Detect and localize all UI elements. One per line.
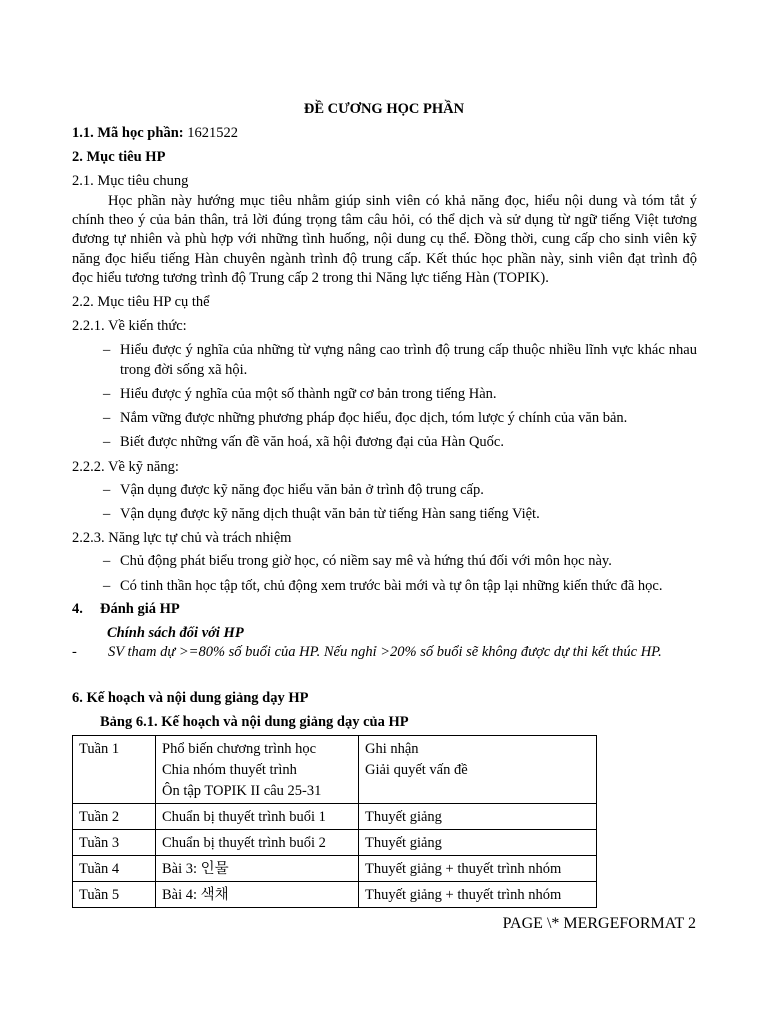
content-line: Ôn tập TOPIK II câu 25-31 <box>162 783 322 799</box>
policy-text: SV tham dự >=80% số buổi của HP. Nếu nghỉ >20% số buổi sẽ không được dự thi kết thúc HP. <box>108 644 662 660</box>
knowledge-item <box>103 409 697 429</box>
week-label: Tuần 5 <box>79 887 120 903</box>
knowledge-item-text: Hiểu được ý nghĩa của một số thành ngữ cơ bản trong tiếng Hàn. <box>120 386 497 402</box>
method-line: Thuyết giảng <box>365 835 442 851</box>
table-row <box>73 736 597 804</box>
teaching-plan-table <box>72 735 597 908</box>
method-cell <box>359 736 597 804</box>
method-cell <box>359 856 597 882</box>
week-cell <box>73 736 156 804</box>
week-cell <box>73 882 156 908</box>
content-cell <box>156 736 359 804</box>
week-label: Tuần 1 <box>79 741 120 757</box>
course-code-line <box>72 124 238 142</box>
method-cell <box>359 830 597 856</box>
knowledge-item-text: Hiểu được ý nghĩa của những từ vựng nâng cao trình độ trung cấp thuộc nhiều lĩnh vực khác nhau trong đời sống xã hội. <box>120 342 697 378</box>
teaching-plan-table-body <box>73 736 597 908</box>
method-cell <box>359 882 597 908</box>
section-2-heading: 2. Mục tiêu HP <box>72 149 166 165</box>
knowledge-item <box>103 385 697 405</box>
week-label: Tuần 2 <box>79 809 120 825</box>
table-row <box>73 856 597 882</box>
bullet-dash: – <box>103 482 111 498</box>
table-caption: Bảng 6.1. Kế hoạch và nội dung giảng dạy của HP <box>100 714 409 730</box>
section-4-heading: Đánh giá HP <box>100 601 180 617</box>
page-footer-field: PAGE \* MERGEFORMAT 2 <box>502 915 696 932</box>
content-cell <box>156 882 359 908</box>
policy-heading: Chính sách đối với HP <box>107 625 244 641</box>
method-line: Thuyết giảng + thuyết trình nhóm <box>365 861 562 877</box>
section-4-number: 4. <box>72 601 83 617</box>
content-line: Bài 3: 인물 <box>162 861 229 877</box>
section-2-1-paragraph: Học phần này hướng mục tiêu nhằm giúp sinh viên có khả năng đọc, hiểu nội dung và tóm tắt ý chính theo ý của bản thân, trả lời đúng trọng tâm câu hỏi, có thể dịch và sử dụng từ ngữ tiếng Việt tương đương tự nhiên và phù hợp với những tình huống, nội dung cụ thể. Đồng thời, cung cấp cho sinh viên kỹ năng đọc hiểu tiếng Hàn chuyên ngành trình độ trung cấp. Kết thúc học phần này, sinh viên đạt trình độ đọc hiểu tương tương trình độ Trung cấp 2 trong thi Năng lực tiếng Hàn (TOPIK). <box>72 193 697 286</box>
autonomy-item-text: Chủ động phát biểu trong giờ học, có niềm say mê và hứng thú đối với môn học này. <box>120 553 612 569</box>
bullet-dash: – <box>103 342 111 358</box>
content-cell <box>156 830 359 856</box>
week-label: Tuần 3 <box>79 835 120 851</box>
policy-dash: - <box>72 644 77 660</box>
skill-item <box>103 505 697 525</box>
bullet-dash: – <box>103 506 111 522</box>
table-row <box>73 830 597 856</box>
bullet-dash: – <box>103 434 111 450</box>
method-line: Thuyết giảng + thuyết trình nhóm <box>365 887 562 903</box>
week-label: Tuần 4 <box>79 861 120 877</box>
autonomy-item <box>103 577 697 597</box>
skill-item-text: Vận dụng được kỹ năng dịch thuật văn bản từ tiếng Hàn sang tiếng Việt. <box>120 506 540 522</box>
section-2-2-3-heading: 2.2.3. Năng lực tự chủ và trách nhiệm <box>72 530 292 546</box>
autonomy-item-text: Có tinh thần học tập tốt, chủ động xem trước bài mới và tự ôn tập lại những kiến thức đã học. <box>120 578 663 594</box>
autonomy-item <box>103 552 697 572</box>
skill-item <box>103 481 697 501</box>
section-6-heading: 6. Kế hoạch và nội dung giảng dạy HP <box>72 690 309 706</box>
bullet-dash: – <box>103 410 111 426</box>
section-2-2-1-heading: 2.2.1. Về kiến thức: <box>72 318 187 334</box>
skill-item-text: Vận dụng được kỹ năng đọc hiểu văn bản ở trình độ trung cấp. <box>120 482 484 498</box>
method-line: Ghi nhận <box>365 741 419 757</box>
method-line: Giải quyết vấn đề <box>365 762 468 778</box>
content-line: Chuẩn bị thuyết trình buổi 1 <box>162 809 326 825</box>
method-line: Thuyết giảng <box>365 809 442 825</box>
section-2-2-2-heading: 2.2.2. Về kỹ năng: <box>72 459 179 475</box>
week-cell <box>73 804 156 830</box>
table-row <box>73 882 597 908</box>
document-title: ĐỀ CƯƠNG HỌC PHẦN <box>303 101 465 117</box>
knowledge-item <box>103 341 697 380</box>
knowledge-item-text: Nắm vững được những phương pháp đọc hiểu, đọc dịch, tóm lược ý chính của văn bản. <box>120 410 628 426</box>
method-cell <box>359 804 597 830</box>
week-cell <box>73 856 156 882</box>
bullet-dash: – <box>103 553 111 569</box>
week-cell <box>73 830 156 856</box>
content-line: Chuẩn bị thuyết trình buổi 2 <box>162 835 326 851</box>
course-code-label: 1.1. Mã học phần: <box>72 125 184 141</box>
knowledge-item <box>103 433 697 453</box>
section-2-1-heading: 2.1. Mục tiêu chung <box>72 173 189 189</box>
content-line: Phổ biến chương trình học <box>162 741 317 757</box>
content-cell <box>156 856 359 882</box>
section-2-2-heading: 2.2. Mục tiêu HP cụ thể <box>72 294 210 310</box>
content-line: Bài 4: 색채 <box>162 887 229 903</box>
bullet-dash: – <box>103 386 111 402</box>
knowledge-item-text: Biết được những vấn đề văn hoá, xã hội đương đại của Hàn Quốc. <box>120 434 504 450</box>
table-row <box>73 804 597 830</box>
bullet-dash: – <box>103 578 111 594</box>
content-cell <box>156 804 359 830</box>
course-code-value: 1621522 <box>183 125 238 141</box>
content-line: Chia nhóm thuyết trình <box>162 762 297 778</box>
